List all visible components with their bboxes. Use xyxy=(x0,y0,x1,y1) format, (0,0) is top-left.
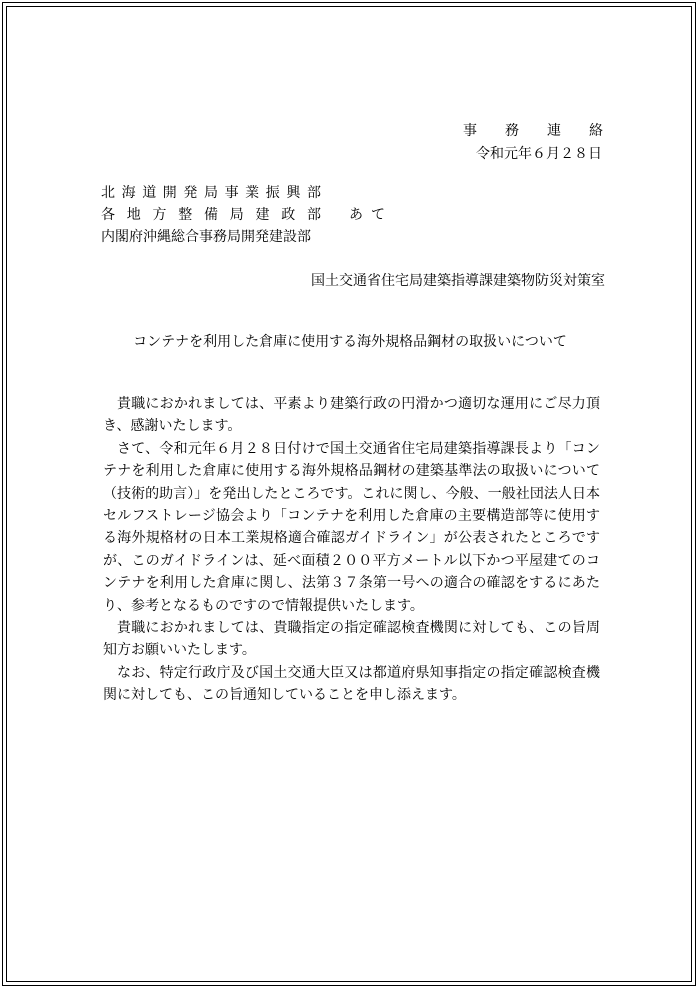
document-type xyxy=(463,120,603,140)
body-paragraph: 貴職におかれましては、平素より建築行政の円滑かつ適切な運用にご尽力頂き、感謝いたします。 xyxy=(103,396,600,435)
recipient-suffix: あて xyxy=(349,207,393,223)
recipient-name: 内閣府沖縄総合事務局開発建設部 xyxy=(101,229,311,245)
recipient-name xyxy=(101,182,321,204)
document-title: コンテナを利用した倉庫に使用する海外規格品鋼材の取扱いについて xyxy=(133,334,567,350)
doc-type-char: 絡 xyxy=(589,123,603,139)
recipient-line xyxy=(101,182,393,204)
document-body xyxy=(103,393,600,707)
recipient-name-char: 道 xyxy=(142,185,157,201)
sender: 国土交通省住宅局建築指導課建築物防災対策室 xyxy=(311,273,605,289)
recipient-name-char: 地 xyxy=(126,207,141,223)
recipient-name-char: 局 xyxy=(229,207,244,223)
recipient-name-char: 部 xyxy=(306,185,321,201)
recipient-name-char: 振 xyxy=(265,185,280,201)
doc-type-char: 連 xyxy=(547,123,561,139)
recipient-name-char: 北 xyxy=(101,185,115,201)
recipient-name-char: 局 xyxy=(203,185,218,201)
recipient-name-char: 政 xyxy=(281,207,296,223)
recipient-name-char: 事 xyxy=(224,185,239,201)
recipient-name-char: 開 xyxy=(162,185,177,201)
recipient-name-char: 部 xyxy=(307,207,321,223)
recipient-line xyxy=(101,226,393,248)
document-date: 令和元年６月２８日 xyxy=(476,146,602,162)
recipient-name-char: 海 xyxy=(121,185,136,201)
recipient-name-char: 業 xyxy=(245,185,260,201)
recipient-name-char: 興 xyxy=(286,185,301,201)
doc-type-char: 務 xyxy=(505,123,519,139)
recipient-name-char: 備 xyxy=(204,207,218,223)
recipient-name xyxy=(101,204,321,226)
recipient-line xyxy=(101,204,393,226)
recipients-block xyxy=(101,182,393,248)
body-paragraph: なお、特定行政庁及び国土交通大臣又は都道府県知事指定の指定確認検査機関に対しても、この旨通知していることを申し添えます。 xyxy=(103,664,600,704)
recipient-name-char: 建 xyxy=(255,207,270,223)
recipient-name-char: 発 xyxy=(183,185,198,201)
recipient-name-char: 整 xyxy=(178,207,193,223)
doc-type-char: 事 xyxy=(463,123,477,139)
recipient-name-char: 各 xyxy=(101,207,115,223)
body-paragraph: さて、令和元年６月２８日付けで国土交通省住宅局建築指導課長より「コンテナを利用した倉庫に使用する海外規格品鋼材の建築基準法の取扱いについて（技術的助言）」を発出したところです。これに関し、今般、一般社団法人日本セルフストレージ協会より「コンテナを利用した倉庫の主要構造部等に使用する海外規格材の日本工業規格適合確認ガイドライン」が公表されたところですが、このガイドラインは、延べ面積２００平方メートル以下かつ平屋建てのコンテナを利用した倉庫に関し、法第３７条第一号への適合の確認をするにあたり、参考となるものですので情報提供いたします。 xyxy=(103,440,600,614)
body-paragraph: 貴職におかれましては、貴職指定の指定確認検査機関に対しても、この旨周知方お願いいたします。 xyxy=(103,620,600,659)
recipient-name-char: 方 xyxy=(152,207,167,223)
